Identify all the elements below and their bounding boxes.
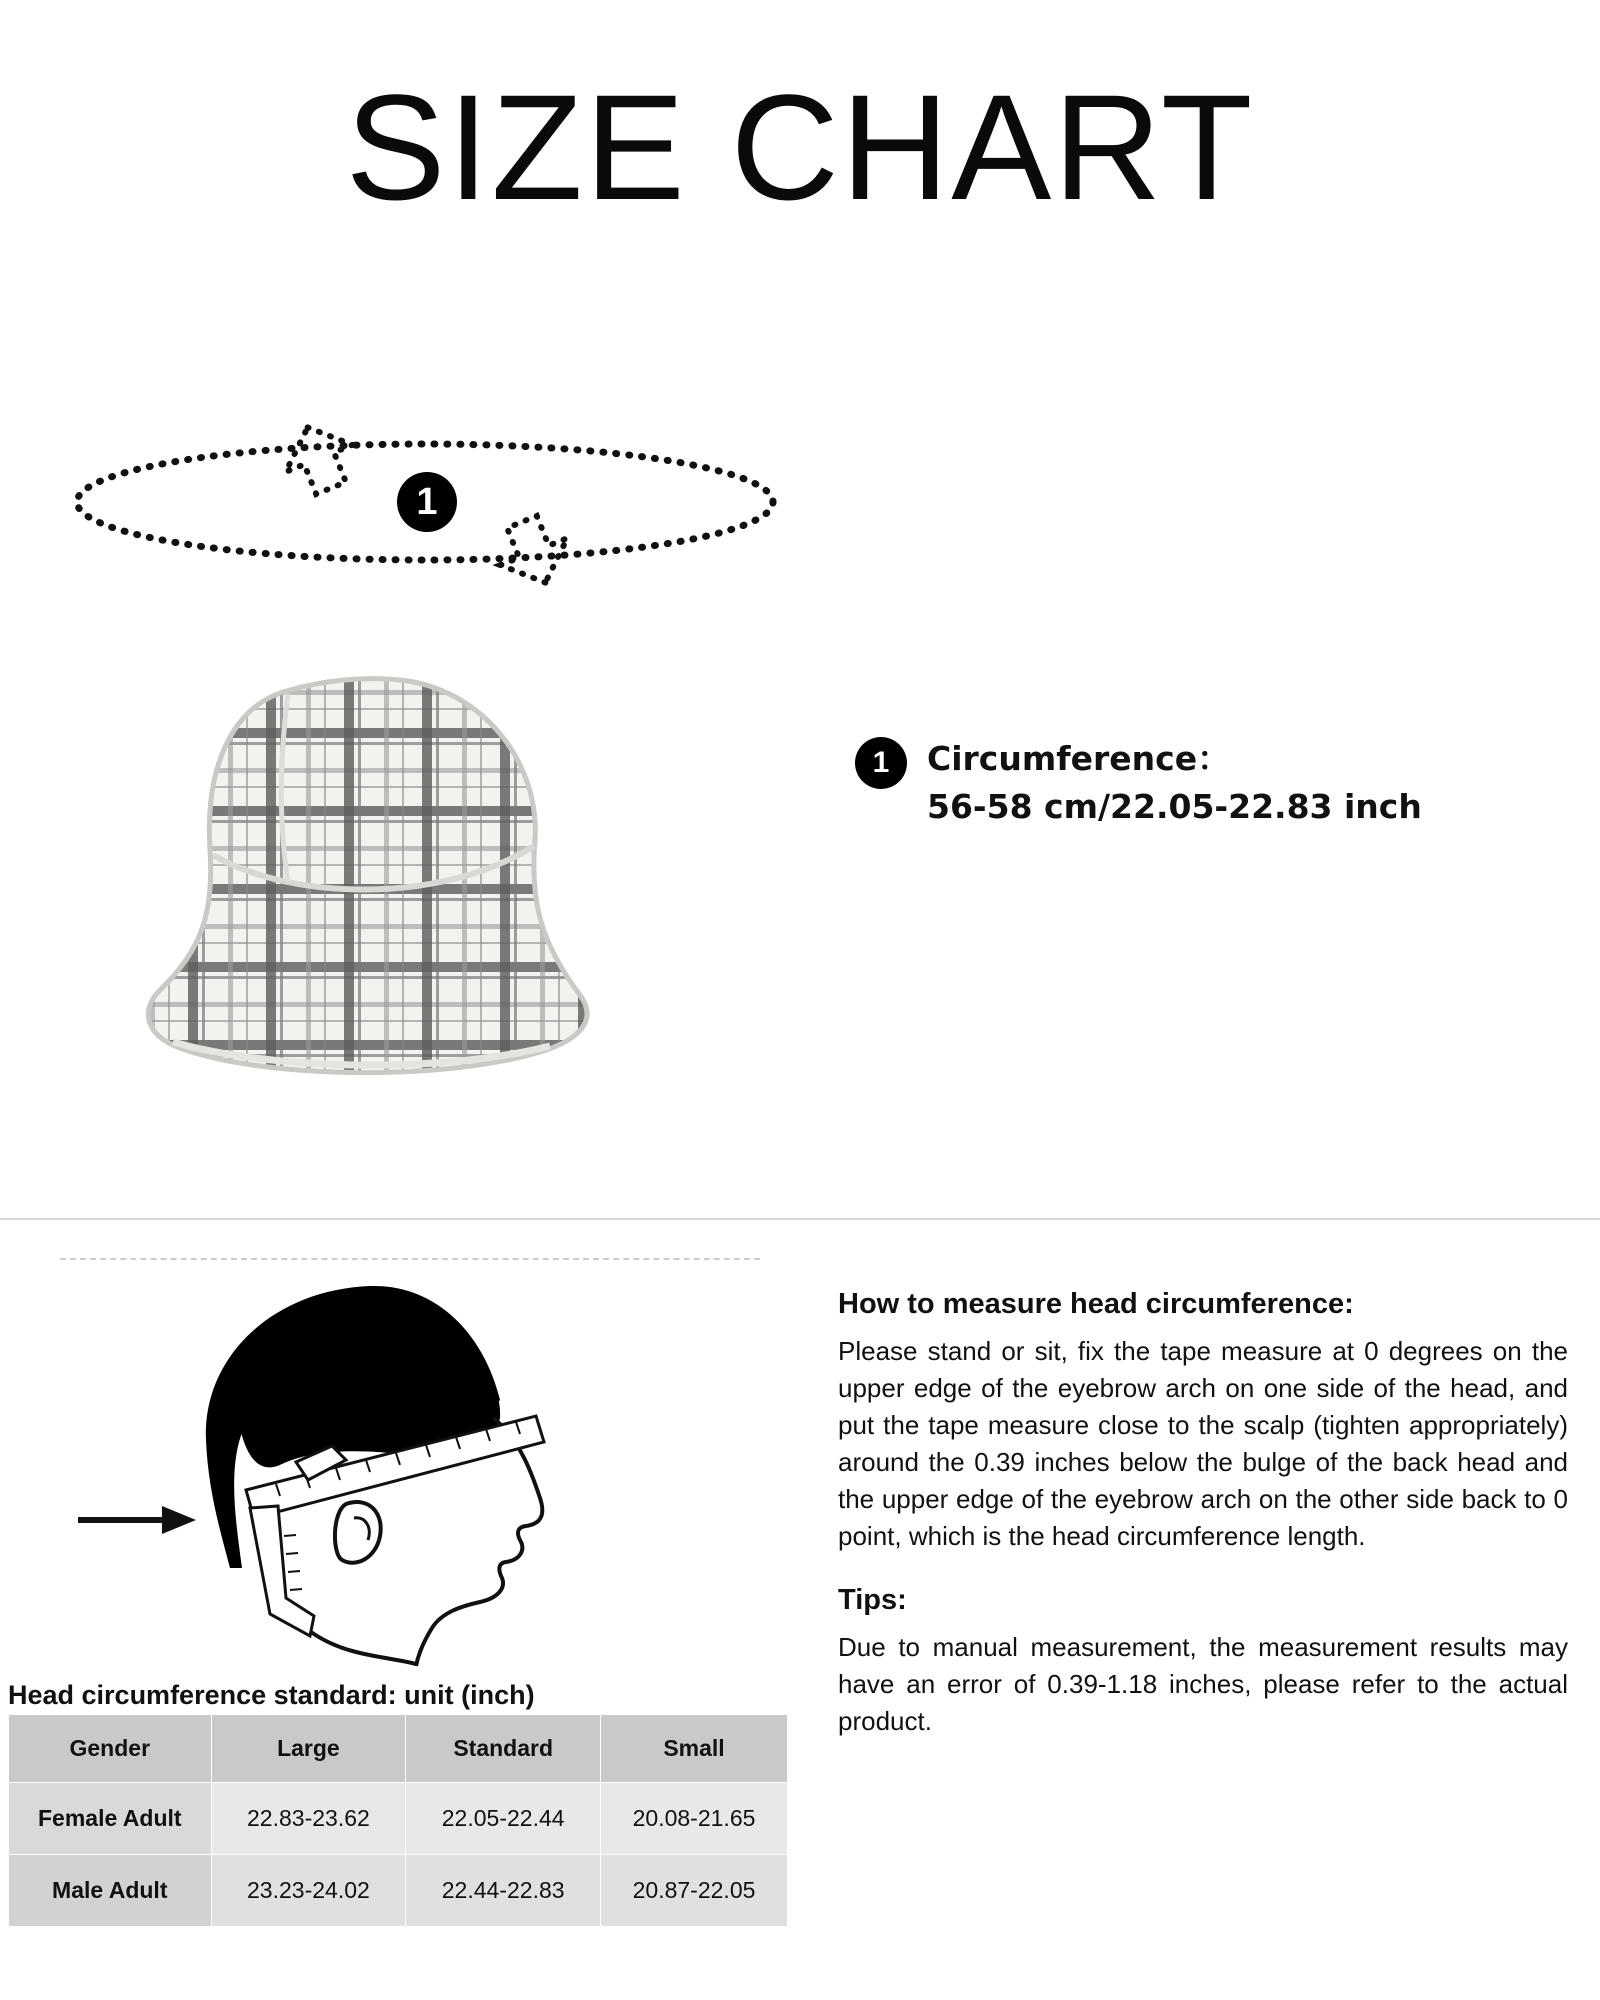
arrow-ellipse-icon	[55, 390, 795, 620]
callout-line-2: 56-58 cm/22.05-22.83 inch	[927, 786, 1422, 826]
page-title: SIZE CHART	[345, 63, 1255, 231]
cell-standard: 22.05-22.44	[406, 1783, 601, 1855]
head-measure-diagram	[70, 1268, 790, 1668]
section-divider	[0, 1218, 1600, 1220]
bucket-hat-image	[110, 650, 690, 1120]
cell-standard: 22.44-22.83	[406, 1855, 601, 1927]
col-header-small: Small	[601, 1715, 788, 1783]
table-row	[9, 1783, 788, 1855]
tips-heading: Tips:	[838, 1584, 907, 1617]
col-header-standard: Standard	[406, 1715, 601, 1783]
circumference-arrow-diagram	[55, 390, 795, 620]
callout-line-1: Circumference：	[927, 739, 1231, 778]
arrow-badge-label: 1	[416, 481, 438, 523]
cell-gender: Male Adult	[9, 1855, 212, 1927]
col-header-gender: Gender	[9, 1715, 212, 1783]
cell-small: 20.08-21.65	[601, 1783, 788, 1855]
tips-body: Due to manual measurement, the measurement results may have an error of 0.39-1.18 inches, please refer to the actual product.	[838, 1632, 1568, 1737]
pointer-arrow-icon	[78, 1506, 196, 1534]
dashed-guide-line	[60, 1258, 760, 1260]
measure-heading: How to measure head circumference:	[838, 1288, 1354, 1320]
tips-block	[838, 1584, 1568, 1740]
cell-gender: Female Adult	[9, 1783, 212, 1855]
table-row	[9, 1855, 788, 1927]
instructions-column	[838, 1288, 1568, 1740]
callout-text	[927, 735, 1422, 831]
cell-small: 20.87-22.05	[601, 1855, 788, 1927]
size-table	[8, 1714, 788, 1927]
circumference-callout	[855, 735, 1555, 831]
table-caption: Head circumference standard: unit (inch)	[8, 1680, 535, 1710]
table-header-row	[9, 1715, 788, 1783]
measure-body: Please stand or sit, fix the tape measure at 0 degrees on the upper edge of the eyebrow arch on one side of the head, and put the tape measure close to the scalp (tighten appropriately) around the 0.39 inches below the bulge of the back head and the upper edge of the eyebrow arch on the other side back to 0 point, which is the head circumference length.	[838, 1336, 1568, 1551]
cell-large: 22.83-23.62	[211, 1783, 406, 1855]
col-header-large: Large	[211, 1715, 406, 1783]
cell-large: 23.23-24.02	[211, 1855, 406, 1927]
callout-badge: 1	[855, 737, 907, 789]
